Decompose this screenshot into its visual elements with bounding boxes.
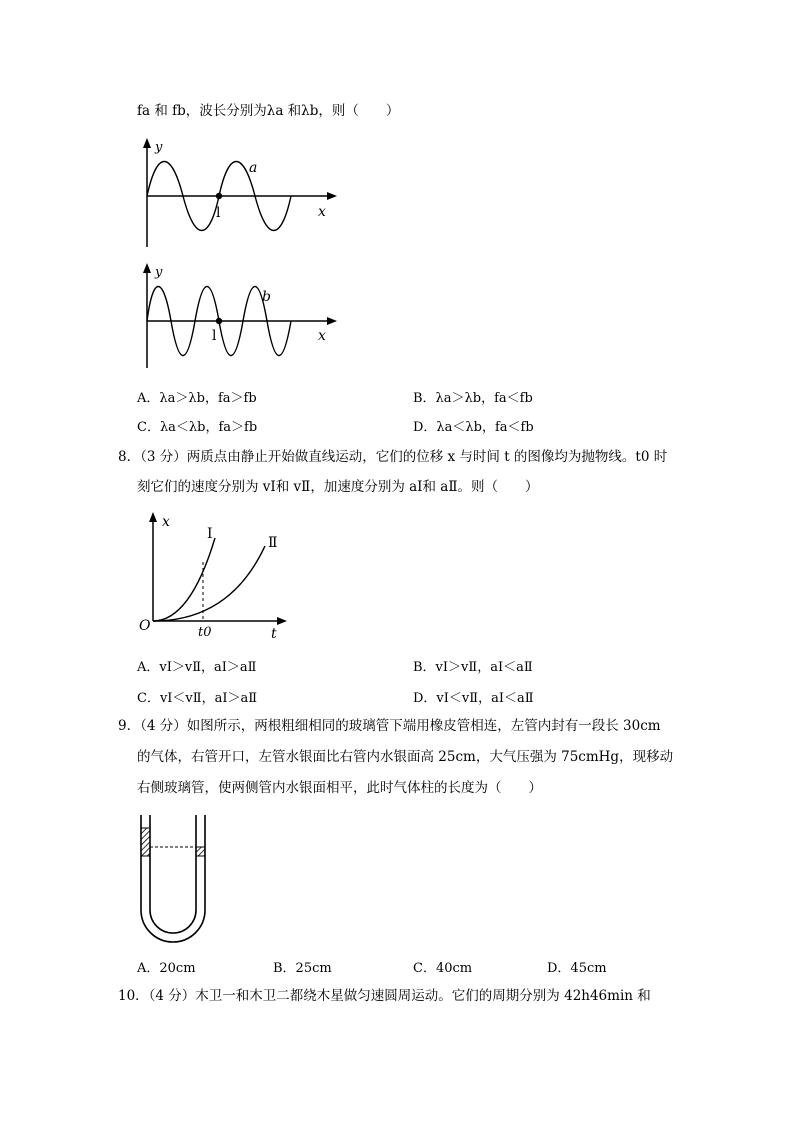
graph-a-y-label: y	[155, 140, 163, 155]
q9-option-b[interactable]: B．25cm	[273, 961, 332, 976]
q7-option-b[interactable]: B．λa＞λb，fa＜fb	[413, 391, 533, 406]
q7-option-c[interactable]: C．λa＜λb，fa＞fb	[137, 420, 258, 435]
q8-option-a[interactable]: A．vⅠ＞vⅡ，aⅠ＞aⅡ	[137, 660, 257, 675]
q8-stem-line1: 8．（3 分）两质点由静止开始做直线运动，它们的位移 x 与时间 t 的图像均为抛物线。t0 时	[118, 449, 668, 465]
graph-a-x-label: x	[318, 204, 326, 220]
wave-graph-a	[125, 135, 345, 250]
xt-graph	[135, 508, 295, 643]
q9-stem-line2: 的气体，右管开口，左管水银面比右管内水银面高 25cm，大气压强为 75cmHg，现移动	[137, 749, 674, 765]
xt-graph-x-label: t	[271, 626, 277, 642]
q8-option-d[interactable]: D．vⅠ＜vⅡ，aⅠ＜aⅡ	[413, 691, 534, 706]
graph-b-x-label: x	[318, 328, 326, 344]
q10-stem-line1: 10．（4 分）木卫一和木卫二都绕木星做匀速圆周运动。它们的周期分别为 42h46min 和	[118, 988, 651, 1004]
xt-graph-y-label: x	[162, 514, 170, 530]
q9-option-a[interactable]: A．20cm	[137, 961, 196, 976]
u-tube-diagram	[136, 810, 216, 945]
xt-graph-t0-label: t0	[198, 625, 212, 640]
q7-option-a[interactable]: A．λa＞λb，fa＞fb	[137, 391, 257, 406]
graph-b-point-label: l	[212, 328, 217, 344]
graph-a-curve-label: a	[249, 160, 258, 176]
q8-stem-line2: 刻它们的速度分别为 vⅠ和 vⅡ，加速度分别为 aⅠ和 aⅡ。则（ ）	[137, 479, 539, 495]
q8-option-c[interactable]: C．vⅠ＜vⅡ，aⅠ＞aⅡ	[137, 691, 258, 706]
q9-option-c[interactable]: C．40cm	[413, 961, 473, 976]
q7-stem-tail: fa 和 fb，波长分别为λa 和λb，则（ ）	[137, 103, 400, 119]
q7-option-d[interactable]: D．λa＜λb，fa＜fb	[413, 420, 534, 435]
xt-graph-curve1-label: Ⅰ	[207, 526, 213, 542]
xt-graph-curve2-label: Ⅱ	[268, 535, 278, 551]
xt-graph-origin-label: O	[139, 618, 151, 634]
q9-stem-line3: 右侧玻璃管，使两侧管内水银面相平，此时气体柱的长度为（ ）	[137, 780, 542, 796]
q9-option-d[interactable]: D．45cm	[547, 961, 607, 976]
graph-b-curve-label: b	[262, 289, 271, 305]
wave-graph-b	[125, 260, 345, 372]
graph-b-y-label: y	[155, 265, 163, 280]
graph-a-point-label: l	[216, 205, 221, 221]
q8-option-b[interactable]: B．vⅠ＞vⅡ，aⅠ＜aⅡ	[413, 660, 533, 675]
q9-stem-line1: 9．（4 分）如图所示，两根粗细相同的玻璃管下端用橡皮管相连，左管内封有一段长 30cm	[118, 718, 661, 734]
